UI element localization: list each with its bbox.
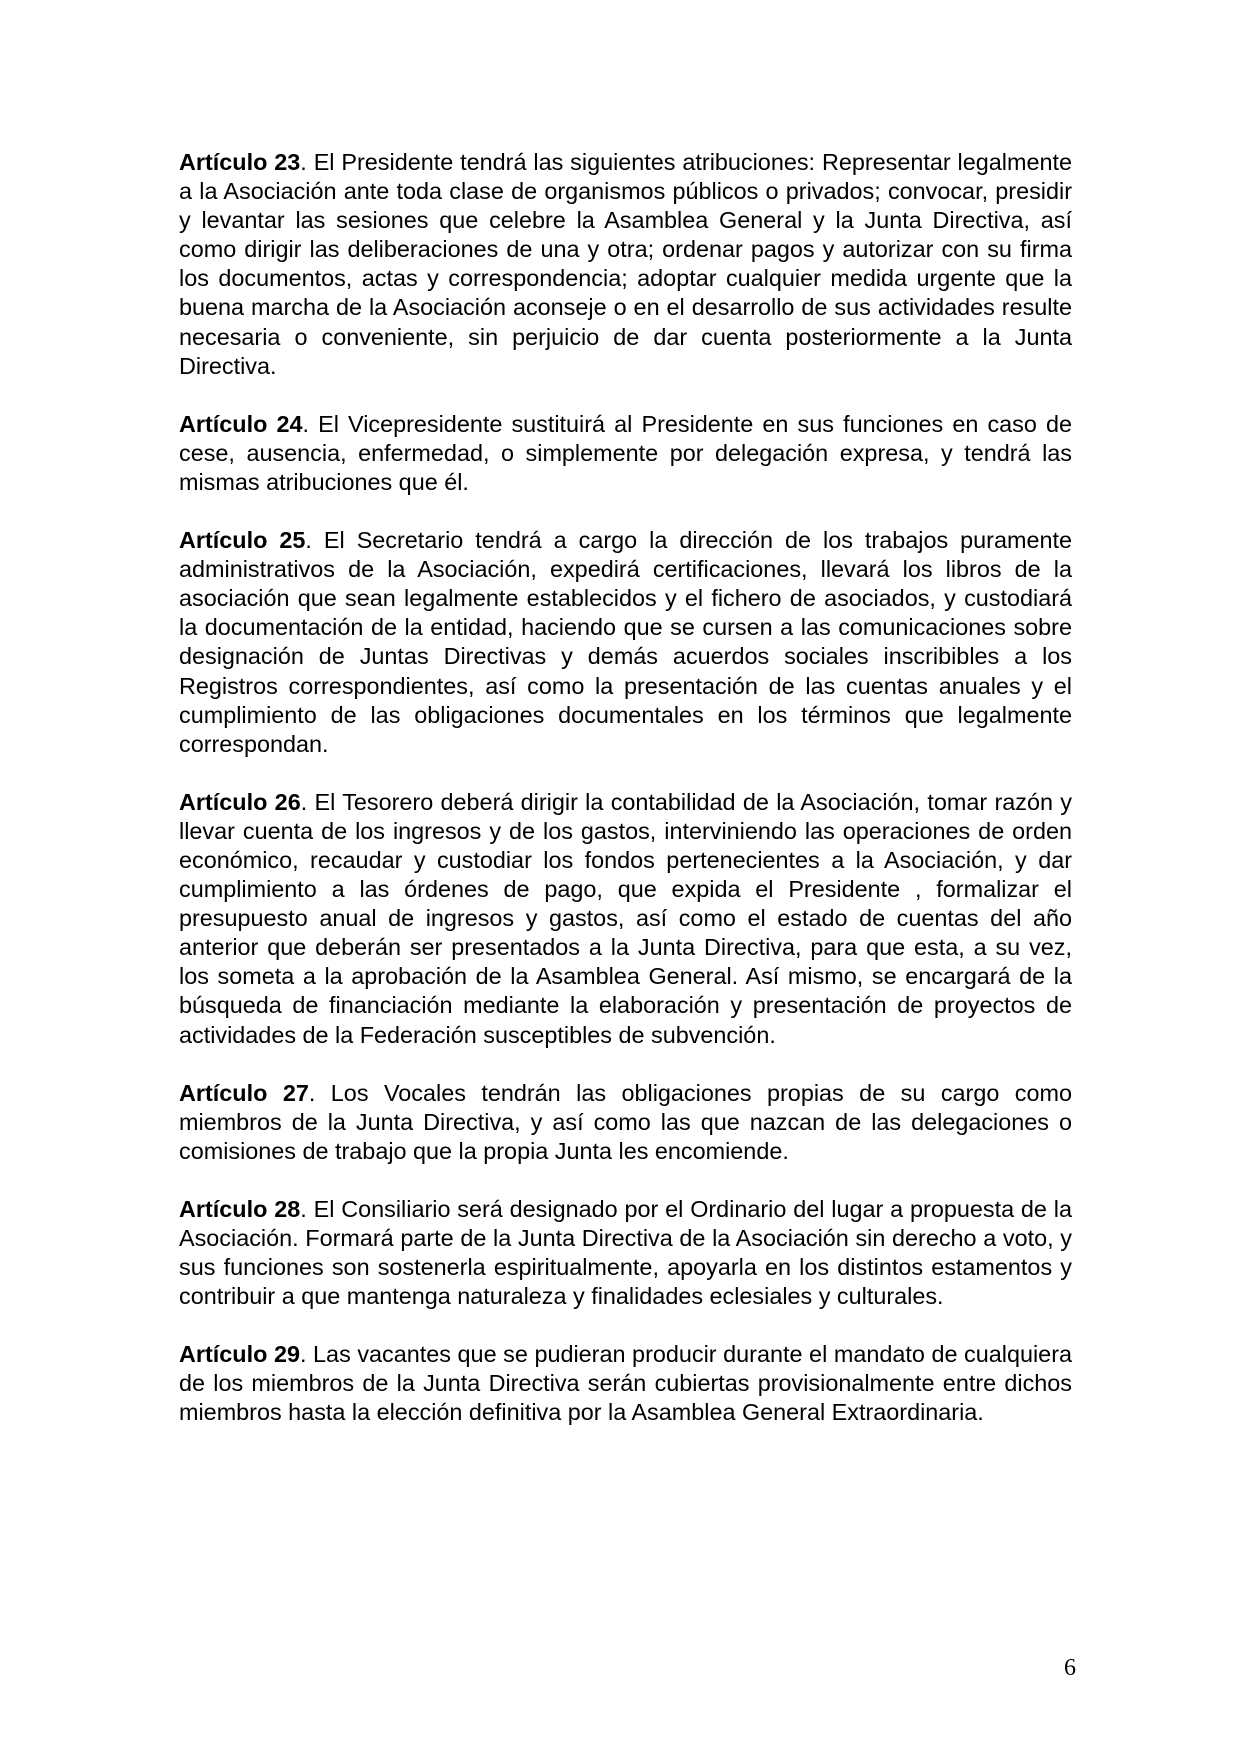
article-25	[179, 526, 1072, 759]
article-24-label: Artículo 24	[179, 410, 303, 437]
article-24-text: . El Vicepresidente sustituirá al Presidente en sus funciones en caso de cese, ausencia, enfermedad, o simplemente por delegación expresa, y tendrá las mismas atribuciones que él.	[179, 410, 1072, 495]
article-23-text: . El Presidente tendrá las siguientes atribuciones: Representar legalmente a la Asociación ante toda clase de organismos públicos o privados; convocar, presidir y levantar las sesiones que celebre la Asamblea General y la Junta Directiva, así como dirigir las deliberaciones de una y otra; ordenar pagos y autorizar con su firma los documentos, actas y correspondencia; adoptar cualquier medida urgente que la buena marcha de la Asociación aconseje o en el desarrollo de sus actividades resulte necesaria o conveniente, sin perjuicio de dar cuenta posteriormente a la Junta Directiva.	[179, 149, 1072, 379]
article-24	[179, 410, 1072, 497]
document-body	[179, 148, 1072, 1457]
article-29-text: . Las vacantes que se pudieran producir durante el mandato de cualquiera de los miembros de la Junta Directiva serán cubiertas provisionalmente entre dichos miembros hasta la elección definitiva por la Asamblea General Extraordinaria.	[179, 1341, 1072, 1426]
article-23	[179, 148, 1072, 381]
article-27-label: Artículo 27	[179, 1079, 309, 1106]
page-number: 6	[1064, 1655, 1076, 1681]
article-26-text: . El Tesorero deberá dirigir la contabilidad de la Asociación, tomar razón y llevar cuenta de los ingresos y de los gastos, interviniendo las operaciones de orden económico, recaudar y custodiar los fondos pertenecientes a la Asociación, y dar cumplimiento a las órdenes de pago, que expida el Presidente , formalizar el presupuesto anual de ingresos y gastos, así como el estado de cuentas del año anterior que deberán ser presentados a la Junta Directiva, para que esta, a su vez, los someta a la aprobación de la Asamblea General. Así mismo, se encargará de la búsqueda de financiación mediante la elaboración y presentación de proyectos de actividades de la Federación susceptibles de subvención.	[179, 788, 1072, 1048]
article-26-label: Artículo 26	[179, 788, 301, 815]
article-29-label: Artículo 29	[179, 1341, 300, 1368]
article-27	[179, 1079, 1072, 1166]
article-25-text: . El Secretario tendrá a cargo la dirección de los trabajos puramente administrativos de la Asociación, expedirá certificaciones, llevará los libros de la asociación que sean legalmente establecidos y el fichero de asociados, y custodiará la documentación de la entidad, haciendo que se cursen a las comunicaciones sobre designación de Juntas Directivas y demás acuerdos sociales inscribibles a los Registros correspondientes, así como la presentación de las cuentas anuales y el cumplimiento de las obligaciones documentales en los términos que legalmente correspondan.	[179, 527, 1072, 757]
article-25-label: Artículo 25	[179, 527, 306, 554]
article-23-label: Artículo 23	[179, 149, 301, 175]
article-29	[179, 1340, 1072, 1427]
article-28-label: Artículo 28	[179, 1195, 301, 1222]
article-28	[179, 1195, 1072, 1311]
article-26	[179, 788, 1072, 1050]
article-28-text: . El Consiliario será designado por el Ordinario del lugar a propuesta de la Asociación. Formará parte de la Junta Directiva de la Asociación sin derecho a voto, y sus funciones son sostenerla espiritualmente, apoyarla en los distintos estamentos y contribuir a que mantenga naturaleza y finalidades eclesiales y culturales.	[179, 1195, 1073, 1310]
article-27-text: . Los Vocales tendrán las obligaciones propias de su cargo como miembros de la Junta Directiva, y así como las que nazcan de las delegaciones o comisiones de trabajo que la propia Junta les encomiende.	[179, 1079, 1072, 1164]
